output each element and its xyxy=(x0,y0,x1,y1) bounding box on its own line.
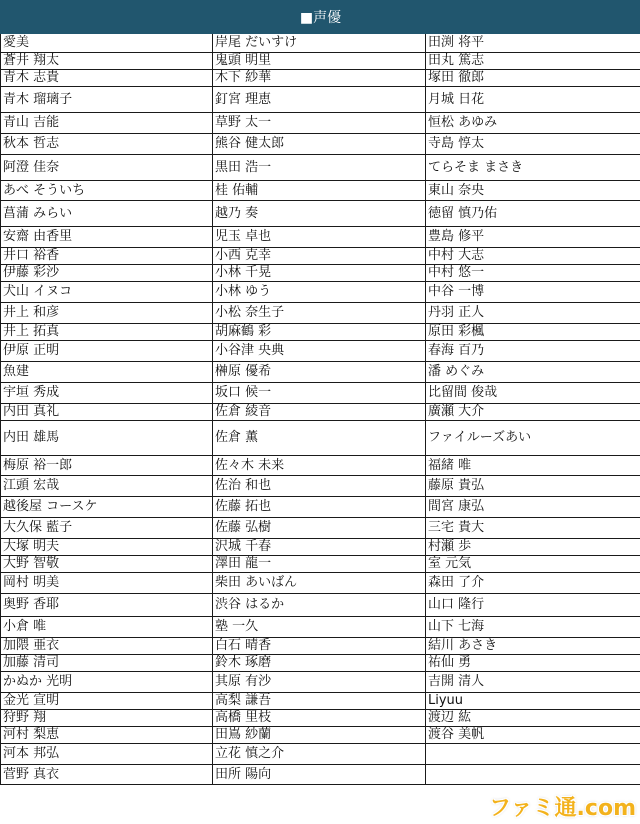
actor-name-cell: 榊原 優希 xyxy=(213,362,426,383)
actor-name-cell: 佐々木 未来 xyxy=(213,456,426,476)
actor-name-cell: 木下 紗華 xyxy=(213,70,426,87)
actor-name-cell: 釘宮 理恵 xyxy=(213,87,426,113)
actor-name-cell: 児玉 卓也 xyxy=(213,227,426,248)
actor-name-cell: 田丸 篤志 xyxy=(426,53,640,70)
actor-name-cell xyxy=(426,765,640,785)
actor-name-cell: 安齋 由香里 xyxy=(1,227,213,248)
table-row xyxy=(1,404,640,421)
actor-name-cell: 立花 慎之介 xyxy=(213,744,426,765)
actor-name-cell: 高梨 謙吾 xyxy=(213,693,426,710)
actor-name-cell: 恒松 あゆみ xyxy=(426,113,640,134)
actor-name-cell: 柴田 あいばん xyxy=(213,573,426,594)
table-row xyxy=(1,155,640,181)
actor-name-cell: 佐藤 拓也 xyxy=(213,497,426,518)
table-row xyxy=(1,248,640,265)
table-row xyxy=(1,341,640,362)
actor-name-cell: 三宅 貴大 xyxy=(426,518,640,539)
actor-name-cell: 井上 和彦 xyxy=(1,303,213,324)
actor-name-cell: かぬか 光明 xyxy=(1,672,213,693)
table-row xyxy=(1,134,640,155)
actor-name-cell: 森田 了介 xyxy=(426,573,640,594)
actor-name-cell: 小松 奈生子 xyxy=(213,303,426,324)
table-row xyxy=(1,594,640,617)
actor-name-cell: 青山 吉能 xyxy=(1,113,213,134)
actor-name-cell: 秋本 哲志 xyxy=(1,134,213,155)
actor-name-cell: 伊原 正明 xyxy=(1,341,213,362)
actor-name-cell: 徳留 慎乃佑 xyxy=(426,201,640,227)
actor-name-cell: 白石 晴香 xyxy=(213,638,426,655)
actor-name-cell: 月城 日花 xyxy=(426,87,640,113)
actor-name-cell: 金光 宣明 xyxy=(1,693,213,710)
actor-name-cell: 井上 拓真 xyxy=(1,324,213,341)
actor-name-cell: 桂 佑輔 xyxy=(213,181,426,201)
actor-name-cell: 豊島 修平 xyxy=(426,227,640,248)
actor-name-cell: 菖蒲 みらい xyxy=(1,201,213,227)
actor-name-cell: 小倉 唯 xyxy=(1,617,213,638)
actor-name-cell: 澤田 龍一 xyxy=(213,556,426,573)
actor-name-cell: 梅原 裕一郎 xyxy=(1,456,213,476)
actor-name-cell: 阿澄 佳奈 xyxy=(1,155,213,181)
actor-name-cell: 坂口 候一 xyxy=(213,383,426,404)
table-row xyxy=(1,227,640,248)
actor-name-cell: 奥野 香耶 xyxy=(1,594,213,617)
actor-name-cell: 越後屋 コースケ xyxy=(1,497,213,518)
table-row xyxy=(1,556,640,573)
actor-name-cell: 河村 梨恵 xyxy=(1,727,213,744)
table-row xyxy=(1,765,640,785)
table-row xyxy=(1,638,640,655)
actor-name-cell: 高橋 里枝 xyxy=(213,710,426,727)
table-row xyxy=(1,710,640,727)
actor-name-cell: 中村 大志 xyxy=(426,248,640,265)
actor-name-cell: 小西 克幸 xyxy=(213,248,426,265)
actor-name-cell: 岡村 明美 xyxy=(1,573,213,594)
table-row xyxy=(1,693,640,710)
actor-name-cell: 東山 奈央 xyxy=(426,181,640,201)
actor-name-cell: 江頭 宏哉 xyxy=(1,476,213,497)
actor-name-cell: 佐倉 薫 xyxy=(213,421,426,456)
table-row xyxy=(1,476,640,497)
actor-name-cell: 加隈 亜衣 xyxy=(1,638,213,655)
actor-name-cell: 原田 彩楓 xyxy=(426,324,640,341)
actor-name-cell: 鈴木 琢磨 xyxy=(213,655,426,672)
actor-name-cell: 比留間 俊哉 xyxy=(426,383,640,404)
actor-name-cell: Liyuu xyxy=(426,693,640,710)
actor-name-cell: 蒼井 翔太 xyxy=(1,53,213,70)
actor-name-cell: 塚田 徹郎 xyxy=(426,70,640,87)
table-body xyxy=(1,34,640,785)
actor-name-cell: 祐仙 勇 xyxy=(426,655,640,672)
table-row xyxy=(1,539,640,556)
table-header-row xyxy=(1,1,640,34)
table-row xyxy=(1,655,640,672)
actor-name-cell: 内田 真礼 xyxy=(1,404,213,421)
actor-name-cell: 大塚 明夫 xyxy=(1,539,213,556)
actor-name-cell: 熊谷 健太郎 xyxy=(213,134,426,155)
actor-name-cell: 中谷 一博 xyxy=(426,282,640,303)
actor-name-cell: 佐藤 弘樹 xyxy=(213,518,426,539)
actor-name-cell: 廣瀬 大介 xyxy=(426,404,640,421)
table-row xyxy=(1,87,640,113)
actor-name-cell: 福緒 唯 xyxy=(426,456,640,476)
actor-name-cell: 寺島 惇太 xyxy=(426,134,640,155)
actor-name-cell: 藤原 貴弘 xyxy=(426,476,640,497)
actor-name-cell: 大久保 藍子 xyxy=(1,518,213,539)
actor-name-cell: 渋谷 はるか xyxy=(213,594,426,617)
actor-name-cell: 小林 ゆう xyxy=(213,282,426,303)
actor-name-cell: 井口 裕香 xyxy=(1,248,213,265)
table-row xyxy=(1,113,640,134)
actor-name-cell: 宇垣 秀成 xyxy=(1,383,213,404)
actor-name-cell: 其原 有沙 xyxy=(213,672,426,693)
table-row xyxy=(1,362,640,383)
actor-name-cell: 河本 邦弘 xyxy=(1,744,213,765)
actor-name-cell: 佐治 和也 xyxy=(213,476,426,497)
actor-name-cell: 田渕 将平 xyxy=(426,34,640,53)
actor-name-cell: 狩野 翔 xyxy=(1,710,213,727)
actor-name-cell: 田嶌 紗蘭 xyxy=(213,727,426,744)
actor-name-cell: 越乃 奏 xyxy=(213,201,426,227)
actor-name-cell: 黒田 浩一 xyxy=(213,155,426,181)
actor-name-cell: 渡辺 紘 xyxy=(426,710,640,727)
table-row xyxy=(1,324,640,341)
actor-name-cell: 春海 百乃 xyxy=(426,341,640,362)
actor-name-cell: 結川 あさき xyxy=(426,638,640,655)
table-row xyxy=(1,53,640,70)
actor-name-cell: 青木 瑠璃子 xyxy=(1,87,213,113)
table-row xyxy=(1,518,640,539)
actor-name-cell: 小谷津 央典 xyxy=(213,341,426,362)
actor-name-cell: 山下 七海 xyxy=(426,617,640,638)
actor-name-cell: 鬼頭 明里 xyxy=(213,53,426,70)
actor-name-cell: 吉開 清人 xyxy=(426,672,640,693)
actor-name-cell: 間宮 康弘 xyxy=(426,497,640,518)
table-row xyxy=(1,282,640,303)
actor-name-cell: 佐倉 綾音 xyxy=(213,404,426,421)
actor-name-cell: 渡谷 美帆 xyxy=(426,727,640,744)
actor-name-cell: 中村 悠一 xyxy=(426,265,640,282)
table-row xyxy=(1,303,640,324)
table-row xyxy=(1,201,640,227)
actor-name-cell: あべ そういち xyxy=(1,181,213,201)
actor-name-cell: 伊藤 彩沙 xyxy=(1,265,213,282)
actor-name-cell: 内田 雄馬 xyxy=(1,421,213,456)
table-row xyxy=(1,456,640,476)
actor-name-cell: 魚建 xyxy=(1,362,213,383)
actor-name-cell: 村瀬 歩 xyxy=(426,539,640,556)
table-row xyxy=(1,70,640,87)
table-row xyxy=(1,672,640,693)
table-row xyxy=(1,265,640,282)
actor-name-cell: 草野 太一 xyxy=(213,113,426,134)
actor-name-cell: 青木 志貴 xyxy=(1,70,213,87)
table-row xyxy=(1,727,640,744)
actor-name-cell: 小林 千晃 xyxy=(213,265,426,282)
table-row xyxy=(1,34,640,53)
table-row xyxy=(1,573,640,594)
table-row xyxy=(1,421,640,456)
actor-name-cell: 沢城 千春 xyxy=(213,539,426,556)
table-row xyxy=(1,744,640,765)
famitsu-logo: ファミ通.com xyxy=(489,796,636,821)
actor-name-cell: 加藤 清司 xyxy=(1,655,213,672)
table-row xyxy=(1,497,640,518)
table-row xyxy=(1,383,640,404)
actor-name-cell: 大野 智敬 xyxy=(1,556,213,573)
actor-name-cell: てらそま まさき xyxy=(426,155,640,181)
table-header: ■声優 xyxy=(1,1,640,34)
table-row xyxy=(1,181,640,201)
actor-name-cell: 愛美 xyxy=(1,34,213,53)
actor-name-cell: 犬山 イヌコ xyxy=(1,282,213,303)
actor-name-cell: 岸尾 だいすけ xyxy=(213,34,426,53)
actor-name-cell: 塾 一久 xyxy=(213,617,426,638)
actor-name-cell xyxy=(426,744,640,765)
actor-name-cell: 菅野 真衣 xyxy=(1,765,213,785)
actor-name-cell: ファイルーズあい xyxy=(426,421,640,456)
actor-name-cell: 胡麻鶴 彩 xyxy=(213,324,426,341)
actor-name-cell: 潘 めぐみ xyxy=(426,362,640,383)
actor-name-cell: 丹羽 正人 xyxy=(426,303,640,324)
actor-name-cell: 室 元気 xyxy=(426,556,640,573)
actor-name-cell: 田所 陽向 xyxy=(213,765,426,785)
actor-name-cell: 山口 隆行 xyxy=(426,594,640,617)
table-row xyxy=(1,617,640,638)
